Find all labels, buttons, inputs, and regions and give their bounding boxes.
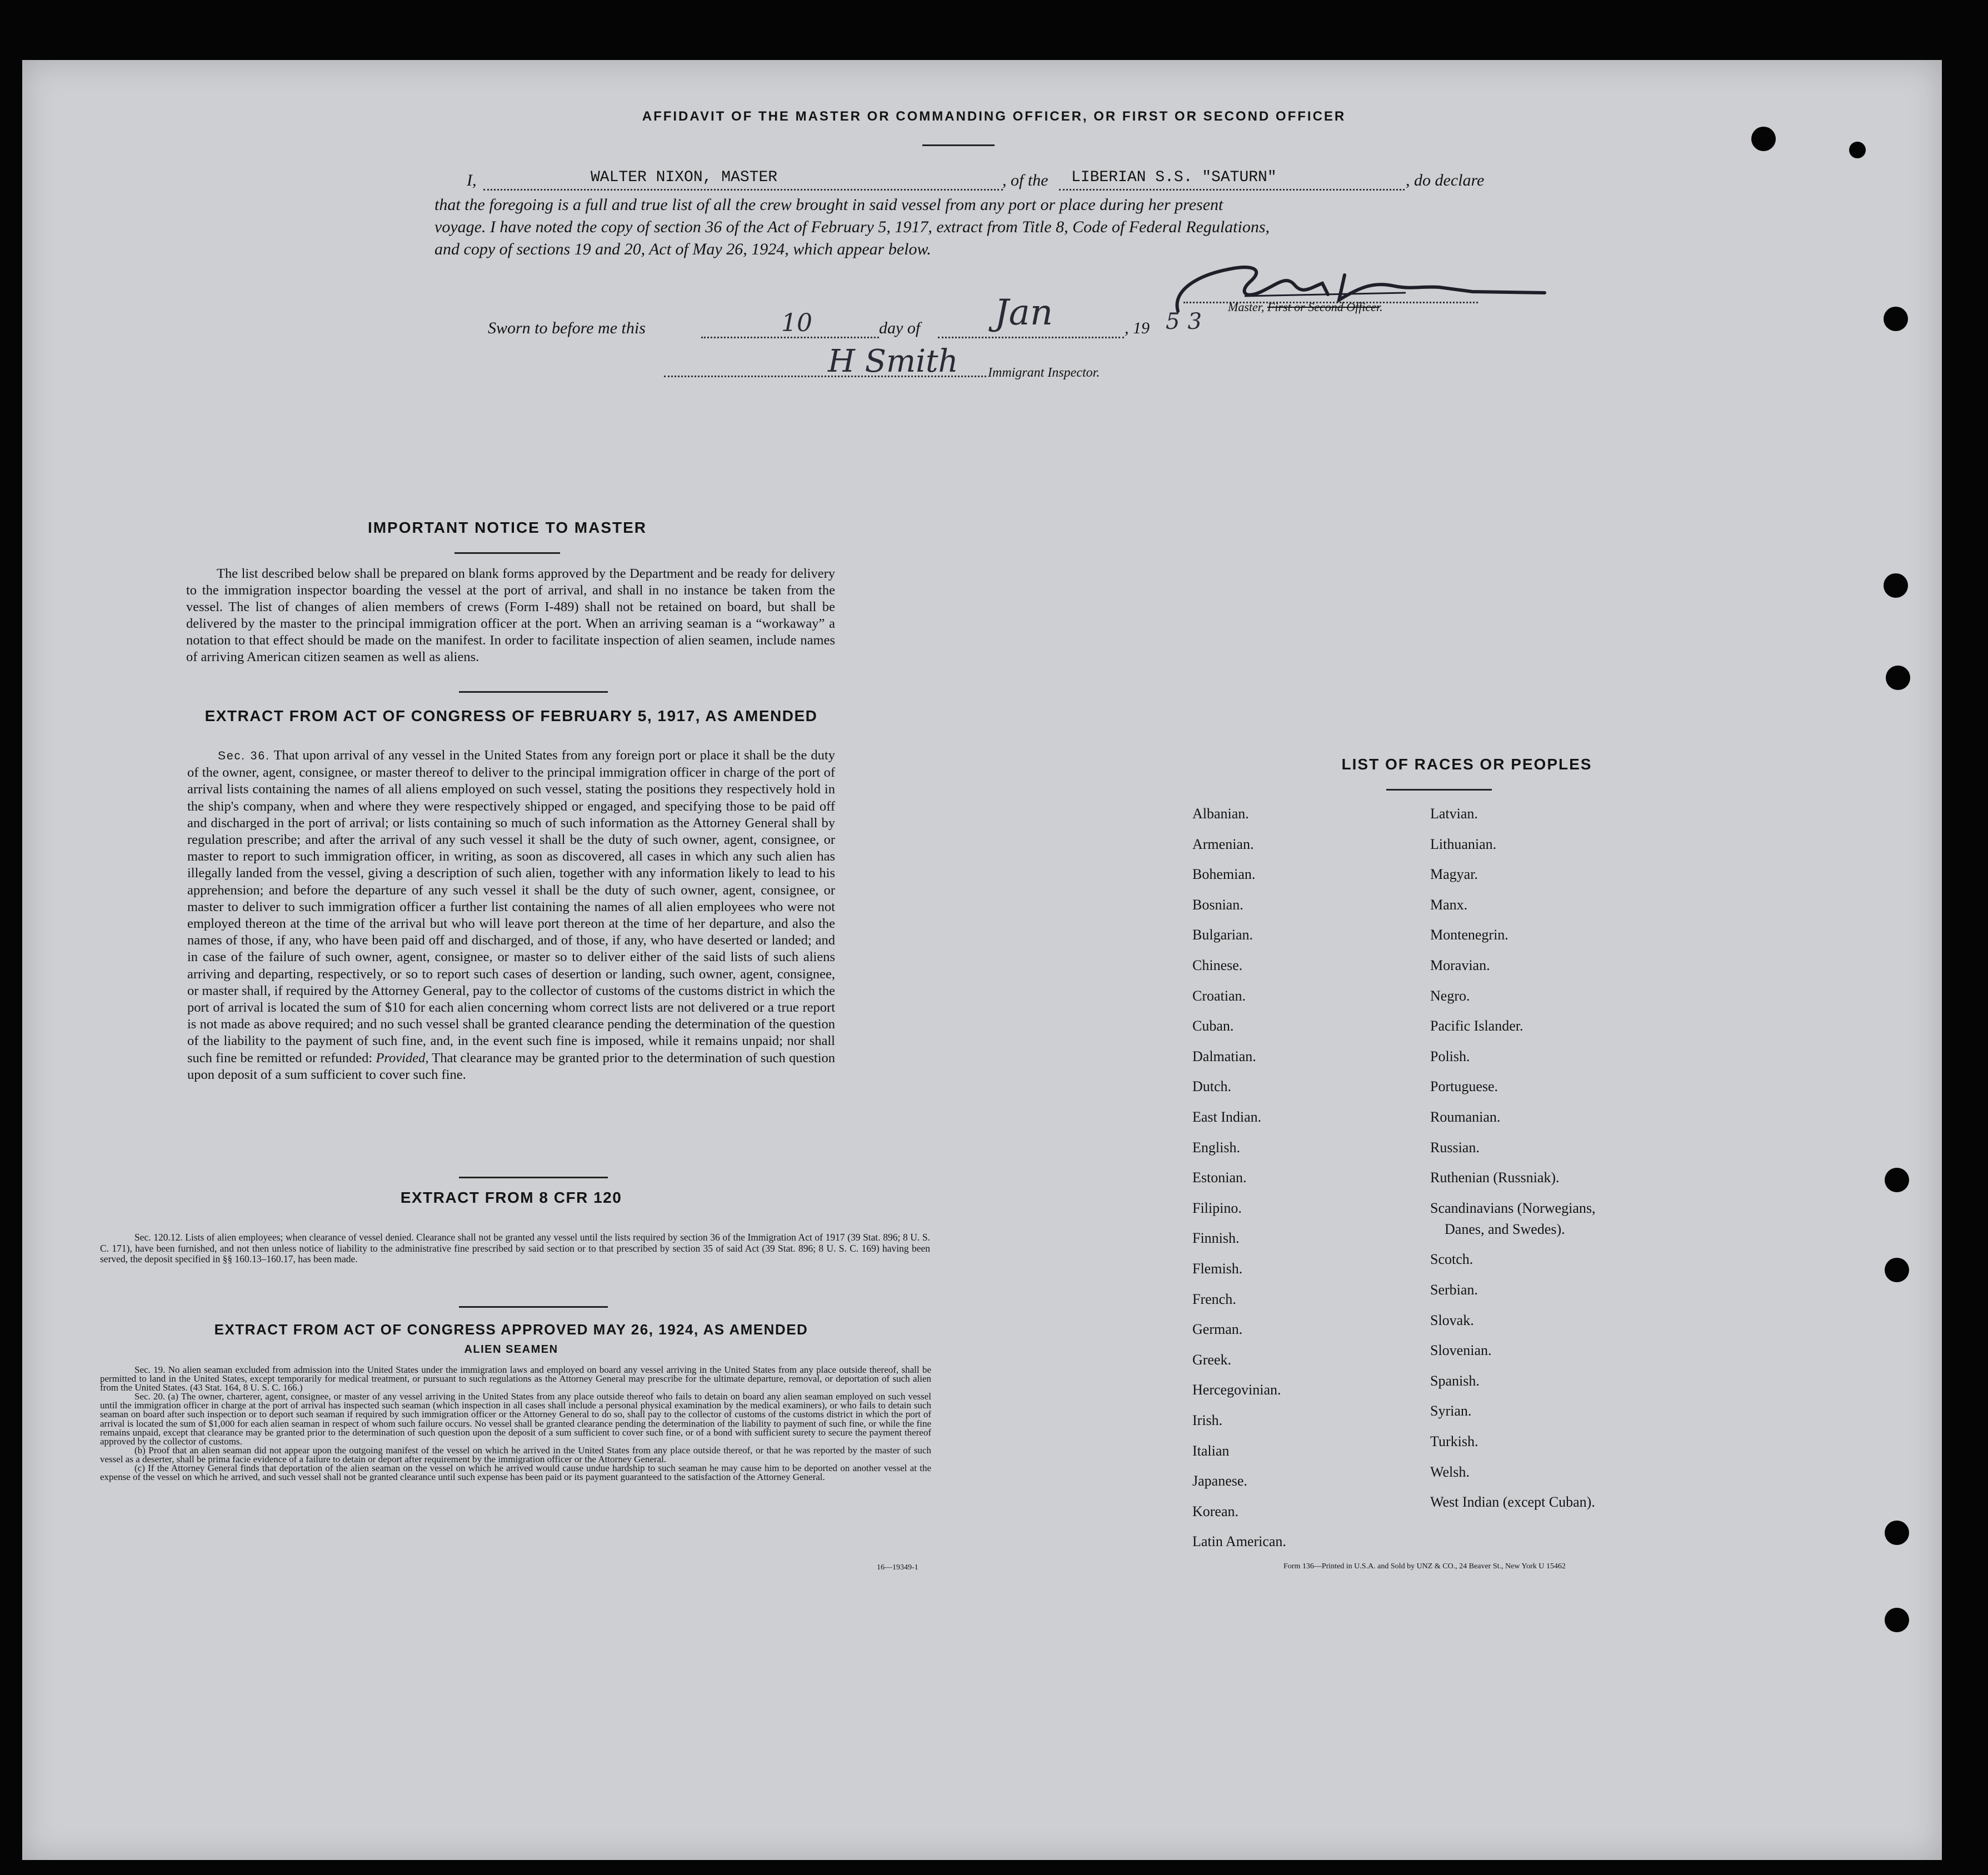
race-item: Bohemian. bbox=[1192, 866, 1256, 883]
officer-caption-struck: First or Second Officer bbox=[1267, 300, 1380, 314]
sec-19-text: Sec. 19. No alien seaman excluded from admission into the United States under the immigration laws and employed on board any vessel arriving in the United States from any place outside thereof, shall be permitted to land in the United States, except temporarily for medical treatment, or pursuant to such regulations as the Attorney General may prescribe for the ultimate departure, removal, or deportation of such alien from the United States. (43 Stat. 164, 8 U. S. C. 166.) bbox=[100, 1364, 931, 1393]
punch-hole bbox=[1885, 1521, 1909, 1545]
race-item: Roumanian. bbox=[1430, 1109, 1501, 1125]
extract-1924-subtitle: ALIEN SEAMEN bbox=[464, 1343, 558, 1356]
proviso-word: Provided, bbox=[376, 1050, 429, 1066]
extract-1917-title: EXTRACT FROM ACT OF CONGRESS OF FEBRUARY 5, 1917, AS AMENDED bbox=[204, 707, 818, 724]
punch-hole bbox=[1751, 127, 1776, 151]
race-item: Spanish. bbox=[1430, 1372, 1480, 1389]
race-item: Chinese. bbox=[1192, 957, 1243, 973]
sec-20c-text: (c) If the Attorney General finds that deportation of the alien seaman on the vessel on which he arrived would cause undue hardship to such seaman he may cause him to be deported on another vessel at the expense of the vessel on which he arrived, and such vessel shall not be granted clearance until such expense has been paid or its payment guaranteed to the satisfaction of the Attorney General. bbox=[100, 1463, 931, 1483]
race-item: Pacific Islander. bbox=[1430, 1018, 1524, 1034]
race-item: French. bbox=[1192, 1291, 1236, 1307]
race-item: Moravian. bbox=[1430, 957, 1490, 973]
day-of-label: day of bbox=[879, 319, 921, 337]
master-name-value: WALTER NIXON, MASTER bbox=[591, 169, 778, 186]
sec-20b-text: (b) Proof that an alien seaman did not appear upon the outgoing manifest of the vessel on which he arrived in the United States from any place outside thereof, or that he was reported by the master of such vessel as a deserter, shall be prima facie evidence of a failure to detain or deport after requirement by the immigration officer or the Attorney General. bbox=[100, 1444, 931, 1464]
race-item: Croatian. bbox=[1192, 987, 1246, 1004]
vessel-line bbox=[1059, 189, 1405, 191]
notice-rule bbox=[454, 552, 560, 554]
proviso-text: That clearance may be granted prior to the determination of such question upon deposit of a sum sufficient to cover such fine. bbox=[187, 1050, 835, 1082]
race-item: West Indian (except Cuban). bbox=[1430, 1494, 1595, 1511]
form-code: 16—19349-1 bbox=[877, 1563, 918, 1572]
notice-body: The list described below shall be prepared on blank forms approved by the Department and be ready for delivery to the immigration inspector boarding the vessel at the port of arrival, and shall in no instance be taken from the vessel. The list of changes of alien members of crews (Form I-489) shall not be retained on board, but shall be delivered by the master to the principal immigration officer at the port. When an arriving seaman is a “workaway” a notation to that effect should be made on the manifest. In order to facilitate inspection of alien seamen, include names of arriving American citizen seamen as well as aliens. bbox=[186, 566, 835, 664]
day-value: 10 bbox=[781, 309, 812, 337]
race-item: Negro. bbox=[1430, 987, 1470, 1004]
race-item: Slovenian. bbox=[1430, 1342, 1492, 1359]
race-item: Portuguese. bbox=[1430, 1078, 1499, 1095]
affidavit-line-3: voyage. I have noted the copy of section 36 of the Act of February 5, 1917, extract from Title 8, Code of Federal Regulations, bbox=[434, 218, 1270, 236]
extract-1924-title: EXTRACT FROM ACT OF CONGRESS APPROVED MAY 26, 1924, AS AMENDED bbox=[214, 1321, 808, 1338]
races-rule bbox=[1386, 789, 1492, 791]
race-item: Danes, and Swedes). bbox=[1445, 1221, 1565, 1237]
race-item: Syrian. bbox=[1430, 1403, 1472, 1419]
vessel-value: LIBERIAN S.S. "SATURN" bbox=[1071, 169, 1277, 186]
race-item: Serbian. bbox=[1430, 1282, 1478, 1298]
affidavit-line-4: and copy of sections 19 and 20, Act of May 26, 1924, which appear below. bbox=[434, 240, 931, 258]
punch-hole bbox=[1885, 1258, 1909, 1282]
race-item: Magyar. bbox=[1430, 866, 1478, 883]
affidavit-title: AFFIDAVIT OF THE MASTER OR COMMANDING OFFICER, OR FIRST OR SECOND OFFICER bbox=[642, 109, 1346, 124]
month-value: Jan bbox=[995, 292, 1053, 333]
officer-caption bbox=[1228, 300, 1383, 314]
race-item: Latvian. bbox=[1430, 806, 1478, 822]
race-item: English. bbox=[1192, 1139, 1240, 1156]
extract-1924-body bbox=[100, 1366, 931, 1482]
punch-hole bbox=[1885, 1168, 1909, 1192]
sec-36-text: That upon arrival of any vessel in the United States from any foreign port or place it shall be the duty of the owner, agent, consignee, or master thereof to deliver to the principal immigration officer in charge of the port of arrival lists containing the names of all aliens employed on such vessel, stating the positions they respectively hold in the ship's company, when and where they were respectively shipped or engaged, and specifying those to be paid off and discharged in the port of arrival; or lists containing so much of such information as the Attorney General shall by regulation prescribe; and after the arrival of any such vessel it shall be the duty of such owner, agent, consignee, or master to report to such immigration officer, in writing, as soon as discovered, all cases in which any such alien has illegally landed from the vessel, giving a description of such alien, together with any information likely to lead to his apprehension; and before the departure of any such vessel it shall be the duty of such owner, agent, consignee, or master to deliver to such immigration officer a further list containing the names of all alien employees who were not employed thereon at the time of the arrival but who will leave port thereon at the time of her departure, and also the names of those, if any, who have been paid off and discharged, and of those, if any, who have deserted or landed; and in case of the failure of such owner, agent, consignee, or master so to deliver either of the said lists of such aliens arriving and departing, respectively, or so to report such cases of desertion or landing, such owner, agent, consignee, or master shall, if required by the Attorney General, pay to the collector of customs of the customs district in which the port of arrival is located the sum of $10 for each alien concerning whom correct lists are not delivered or a true report is not made as above required; and no such vessel shall be granted clearance pending the determination of the question of the liability to the payment of such fine, and, in the event such fine is imposed, while it remains unpaid; nor shall such fine be remitted or refunded: bbox=[187, 748, 835, 1066]
race-item: Bosnian. bbox=[1192, 896, 1243, 913]
month-line bbox=[938, 337, 1124, 338]
race-item: Welsh. bbox=[1430, 1463, 1470, 1480]
races-title: LIST OF RACES OR PEOPLES bbox=[1341, 756, 1592, 773]
race-item: Filipino. bbox=[1192, 1199, 1242, 1216]
do-declare-label: , do declare bbox=[1406, 171, 1485, 189]
officer-caption-period: . bbox=[1380, 300, 1383, 314]
race-item: Armenian. bbox=[1192, 836, 1254, 852]
race-item: Russian. bbox=[1430, 1139, 1480, 1156]
race-item: Italian bbox=[1192, 1442, 1230, 1459]
punch-hole bbox=[1885, 1608, 1909, 1632]
officer-caption-master: Master, bbox=[1228, 300, 1267, 314]
race-item: Lithuanian. bbox=[1430, 836, 1497, 852]
race-item: Bulgarian. bbox=[1192, 927, 1253, 943]
year-prefix: , 19 bbox=[1125, 319, 1150, 337]
extract-1917-body bbox=[187, 747, 835, 1083]
race-item: Cuban. bbox=[1192, 1018, 1234, 1034]
race-item: Montenegrin. bbox=[1430, 927, 1509, 943]
affidavit-i: I, bbox=[467, 171, 477, 189]
race-item: Albanian. bbox=[1192, 806, 1249, 822]
race-item: Irish. bbox=[1192, 1412, 1223, 1428]
race-item: German. bbox=[1192, 1321, 1243, 1338]
race-item: Latin American. bbox=[1192, 1533, 1286, 1550]
sec-20a-text: Sec. 20. (a) The owner, charterer, agent, consignee, or master of any vessel arriving in the United States from any place outside thereof who fails to detain on board any alien seaman employed on such vessel until the immigration officer in charge at the port of arrival has inspected such seaman (which inspection in all cases shall include a personal physical examination by the medical examiners), or who fails to detain such seaman on board after such inspection or to deport such seaman if required by such immigration officer or the Attorney General to do so, shall pay to the collector of customs of the customs district in which the port of arrival is located the sum of $1,000 for each alien seaman in respect of whom such failure occurs. No vessel shall be granted clearance pending the determination of the liability to payment of such fine, or while the fine remains unpaid, except that clearance may be granted prior to the determination of such question upon the deposit of a sum sufficient to cover such fine, or of a bond with sufficient surety to secure the payment thereof approved by the collector of customs. bbox=[100, 1391, 931, 1447]
race-item: Turkish. bbox=[1430, 1433, 1478, 1449]
year-value: 53 bbox=[1166, 309, 1210, 334]
race-item: Polish. bbox=[1430, 1048, 1470, 1064]
section-rule bbox=[459, 1177, 608, 1178]
race-item: Finnish. bbox=[1192, 1230, 1240, 1247]
race-item: Manx. bbox=[1430, 896, 1468, 913]
punch-hole bbox=[1886, 666, 1910, 690]
race-item: Dutch. bbox=[1192, 1078, 1232, 1095]
punch-hole bbox=[1849, 142, 1866, 158]
race-item: Greek. bbox=[1192, 1351, 1232, 1368]
printer-footer: Form 136—Printed in U.S.A. and Sold by UNZ & CO., 24 Beaver St., New York U 15462 bbox=[1283, 1562, 1566, 1571]
punch-hole bbox=[1884, 573, 1908, 598]
inspector-label: Immigrant Inspector. bbox=[988, 366, 1100, 380]
cfr-body: Sec. 120.12. Lists of alien employees; when clearance of vessel denied. Clearance shall not be granted any vessel until the lists required by section 36 of the Immigration Act of 1917 (39 Stat. 896; 8 U. S. C. 171), have been furnished, and not then unless notice of liability to the administrative fine prescribed by said section or to that prescribed by section 35 of said Act (39 Stat. 896; 8 U. S. C. 169) having been served, the deposit specified in §§ 160.13–160.17, has been made. bbox=[100, 1232, 930, 1264]
section-rule bbox=[459, 1306, 608, 1308]
of-the-label: , of the bbox=[1002, 171, 1048, 189]
race-item: Slovak. bbox=[1430, 1312, 1474, 1328]
cfr-title: EXTRACT FROM 8 CFR 120 bbox=[400, 1189, 622, 1206]
race-item: Dalmatian. bbox=[1192, 1048, 1256, 1064]
race-item: Japanese. bbox=[1192, 1473, 1247, 1489]
affidavit-line-2: that the foregoing is a full and true list of all the crew brought in said vessel from any port or place during her present bbox=[434, 196, 1223, 214]
race-item: Scandinavians (Norwegians, bbox=[1430, 1199, 1596, 1216]
race-item: Estonian. bbox=[1192, 1169, 1247, 1186]
race-item: Scotch. bbox=[1430, 1251, 1473, 1268]
title-rule bbox=[922, 144, 995, 146]
sec-36-label: Sec. 36. bbox=[218, 749, 270, 762]
race-item: East Indian. bbox=[1192, 1109, 1262, 1125]
race-item: Ruthenian (Russniak). bbox=[1430, 1169, 1560, 1186]
notice-title: IMPORTANT NOTICE TO MASTER bbox=[367, 519, 647, 536]
punch-hole bbox=[1884, 307, 1908, 331]
race-item: Korean. bbox=[1192, 1503, 1239, 1519]
race-item: Hercegovinian. bbox=[1192, 1382, 1281, 1398]
inspector-signature: H Smith bbox=[828, 343, 958, 379]
sworn-label: Sworn to before me this bbox=[488, 319, 646, 337]
section-rule bbox=[459, 691, 608, 693]
master-name-line bbox=[483, 189, 1003, 191]
race-item: Flemish. bbox=[1192, 1261, 1243, 1277]
